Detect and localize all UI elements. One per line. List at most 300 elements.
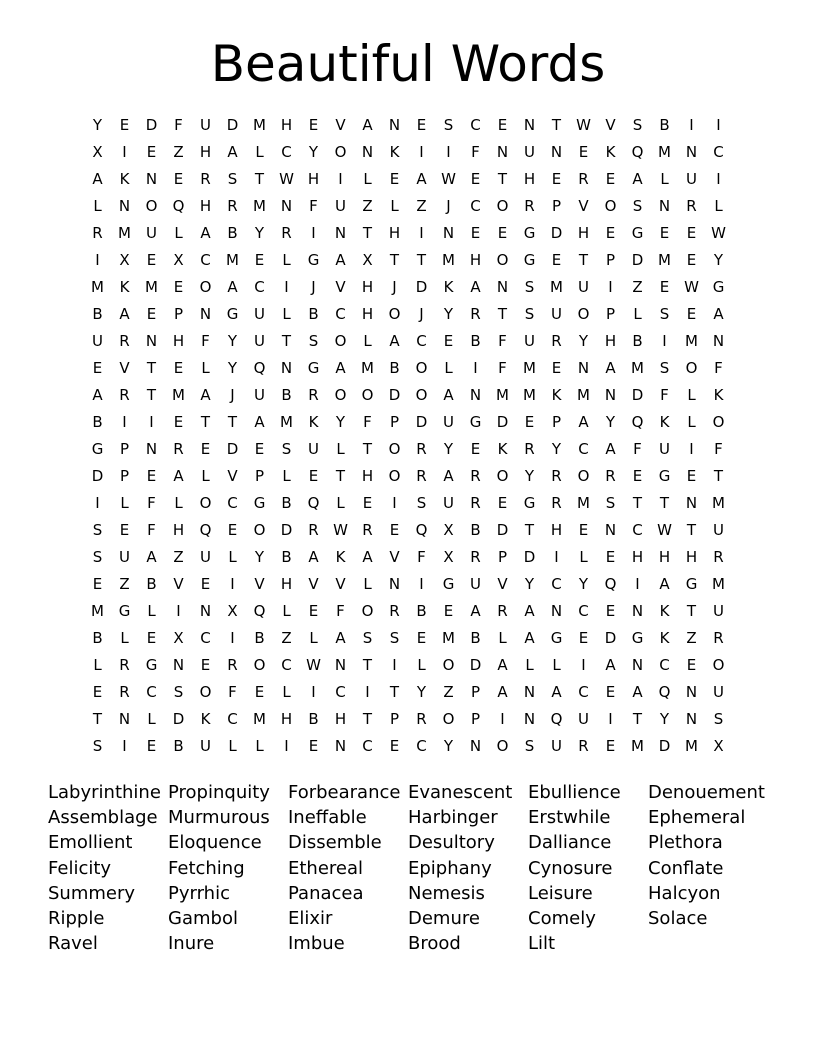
word-list-item: Desultory [408,832,495,854]
grid-letter: W [684,278,699,296]
grid-letter: A [470,602,481,620]
grid-letter: L [363,332,372,350]
grid-row [84,355,732,382]
grid-letter: N [523,710,536,728]
grid-letter: Y [578,332,589,350]
grid-letter: U [659,440,670,458]
grid-letter: E [362,494,373,512]
grid-letter: L [363,170,372,188]
grid-letter: G [307,359,320,377]
word-list-item: Ripple [48,908,105,929]
grid-letter: N [631,656,644,674]
grid-letter: I [473,359,478,377]
word-list-item: Erstwhile [528,807,611,829]
grid-letter: E [119,116,130,134]
grid-letter: C [416,332,427,350]
grid-letter: K [497,440,508,458]
grid-letter: P [551,413,562,431]
grid-letter: T [362,224,373,242]
grid-letter: K [659,602,670,620]
grid-letter: G [631,224,644,242]
grid-letter: F [633,440,642,458]
grid-letter: R [92,224,103,242]
grid-letter: I [122,737,127,755]
grid-letter: F [228,683,237,701]
grid-letter: R [470,305,481,323]
grid-letter: B [308,305,319,323]
grid-letter: T [389,251,400,269]
grid-letter: R [470,467,481,485]
grid-letter: A [254,413,265,431]
grid-letter: S [389,629,400,647]
grid-letter: K [200,710,211,728]
grid-letter: G [523,224,536,242]
grid-letter: H [685,548,698,566]
grid-letter: P [551,197,562,215]
grid-letter: W [657,521,672,539]
grid-row [84,274,732,301]
grid-letter: R [416,467,427,485]
grid-row [84,247,732,274]
grid-letter: F [201,332,210,350]
grid-letter: K [389,143,400,161]
grid-letter: L [336,440,345,458]
grid-letter: N [631,602,644,620]
grid-letter: X [713,737,724,755]
grid-letter: R [173,440,184,458]
grid-letter: E [119,521,130,539]
grid-letter: W [441,170,456,188]
grid-letter: D [226,440,239,458]
grid-letter: Q [658,683,671,701]
grid-letter: Q [604,575,617,593]
grid-letter: X [173,629,184,647]
grid-letter: I [689,440,694,458]
grid-letter: D [388,386,401,404]
grid-letter: T [146,386,157,404]
grid-letter: L [93,197,102,215]
grid-letter: N [604,386,617,404]
grid-letter: X [362,251,373,269]
grid-letter: O [361,602,374,620]
grid-letter: S [308,332,319,350]
grid-letter: B [146,575,157,593]
grid-letter: I [95,494,100,512]
grid-letter: T [524,521,535,539]
letter-grid [84,112,732,760]
grid-letter: A [659,575,670,593]
grid-letter: T [632,710,643,728]
grid-letter: S [281,440,292,458]
grid-letter: E [146,305,157,323]
word-list-item: Emollient [48,832,133,854]
grid-letter: M [145,278,158,296]
grid-letter: C [335,683,346,701]
grid-letter: F [471,143,480,161]
word-list-item: Demure [408,908,480,929]
word-list-item: Ineffable [288,807,367,829]
grid-letter: U [470,575,481,593]
grid-letter: Q [172,197,185,215]
grid-letter: N [550,602,563,620]
grid-letter: Y [254,224,265,242]
grid-letter: G [523,251,536,269]
grid-letter: R [605,467,616,485]
grid-letter: N [469,386,482,404]
grid-letter: E [146,467,157,485]
grid-letter: I [419,224,424,242]
grid-letter: F [498,359,507,377]
grid-letter: P [470,683,481,701]
grid-letter: C [578,602,589,620]
grid-letter: H [550,521,563,539]
grid-letter: A [632,683,643,701]
grid-letter: U [713,521,724,539]
grid-letter: M [550,278,563,296]
grid-letter: O [361,386,374,404]
grid-letter: C [659,656,670,674]
grid-letter: O [604,197,617,215]
grid-letter: B [389,359,400,377]
grid-letter: S [524,278,535,296]
word-list-item: Labyrinthine [48,782,161,803]
grid-letter: A [308,548,319,566]
grid-letter: U [146,224,157,242]
grid-letter: E [470,440,481,458]
grid-letter: K [335,548,346,566]
grid-letter: R [686,197,697,215]
grid-letter: M [172,386,185,404]
grid-letter: I [122,413,127,431]
grid-letter: G [118,602,131,620]
grid-row [84,463,732,490]
grid-letter: Q [199,521,212,539]
grid-letter: E [173,170,184,188]
grid-letter: E [146,737,157,755]
grid-letter: E [146,143,157,161]
grid-letter: E [686,251,697,269]
grid-letter: M [658,251,671,269]
grid-letter: R [578,170,589,188]
grid-letter: D [226,116,239,134]
grid-letter: C [578,683,589,701]
grid-letter: F [309,197,318,215]
grid-letter: N [604,521,617,539]
grid-letter: T [389,683,400,701]
grid-letter: F [174,116,183,134]
grid-letter: F [417,548,426,566]
grid-letter: L [147,710,156,728]
grid-letter: E [686,224,697,242]
word-list-item: Comely [528,908,596,929]
grid-letter: K [119,278,130,296]
grid-letter: R [470,494,481,512]
grid-letter: U [524,332,535,350]
grid-letter: A [227,143,238,161]
grid-letter: U [713,683,724,701]
grid-letter: U [119,548,130,566]
grid-letter: B [470,629,481,647]
grid-letter: A [524,629,535,647]
grid-letter: D [604,629,617,647]
grid-letter: S [92,548,103,566]
grid-letter: S [173,683,184,701]
grid-letter: M [91,278,104,296]
grid-letter: T [686,602,697,620]
grid-letter: G [253,494,266,512]
grid-letter: I [716,170,721,188]
word-list-item: Cynosure [528,857,613,879]
grid-letter: M [253,197,266,215]
grid-letter: L [255,143,264,161]
grid-letter: B [281,548,292,566]
grid-letter: E [443,602,454,620]
word-list-item: Assemblage [48,807,158,829]
grid-letter: U [200,737,211,755]
grid-letter: L [282,602,291,620]
grid-letter: J [419,305,424,323]
grid-letter: E [659,278,670,296]
grid-letter: N [334,224,347,242]
grid-letter: H [280,710,293,728]
grid-letter: A [632,170,643,188]
grid-letter: R [308,521,319,539]
grid-letter: A [443,386,454,404]
grid-letter: O [334,386,347,404]
grid-letter: H [388,224,401,242]
grid-letter: H [469,251,482,269]
grid-letter: Y [443,305,454,323]
grid-letter: C [335,305,346,323]
grid-letter: K [551,386,562,404]
grid-letter: E [416,116,427,134]
grid-letter: H [523,170,536,188]
grid-letter: T [362,440,373,458]
grid-letter: L [228,737,237,755]
grid-letter: P [254,467,265,485]
grid-letter: O [253,656,266,674]
grid-letter: I [122,143,127,161]
grid-letter: Y [578,575,589,593]
grid-letter: O [388,467,401,485]
grid-letter: G [712,278,725,296]
grid-letter: I [95,251,100,269]
grid-letter: Y [227,359,238,377]
grid-letter: R [281,224,292,242]
grid-letter: B [92,629,103,647]
grid-letter: G [91,440,104,458]
word-list-item: Dalliance [528,832,612,854]
grid-letter: U [200,116,211,134]
grid-letter: H [361,305,374,323]
grid-letter: C [713,143,724,161]
grid-letter: O [712,656,725,674]
word-list-item: Halcyon [648,882,721,904]
grid-letter: K [659,413,670,431]
grid-letter: J [311,278,316,296]
grid-letter: E [308,602,319,620]
grid-letter: N [388,116,401,134]
grid-letter: Y [335,413,346,431]
word-list-item: Fetching [168,857,245,879]
grid-letter: G [658,467,671,485]
grid-letter: E [605,602,616,620]
grid-letter: F [714,359,723,377]
grid-letter: H [658,548,671,566]
grid-letter: H [280,116,293,134]
grid-letter: R [551,494,562,512]
grid-row [84,112,732,139]
grid-letter: W [576,116,591,134]
grid-letter: C [416,737,427,755]
grid-letter: N [550,143,563,161]
grid-letter: I [554,548,559,566]
grid-letter: Z [281,629,292,647]
grid-letter: E [497,224,508,242]
grid-letter: E [605,170,616,188]
grid-letter: O [577,467,590,485]
grid-letter: I [284,278,289,296]
grid-letter: Y [551,440,562,458]
grid-letter: N [712,332,725,350]
grid-letter: T [497,305,508,323]
grid-letter: L [201,359,210,377]
grid-letter: E [551,251,562,269]
grid-letter: R [497,602,508,620]
grid-letter: A [416,170,427,188]
grid-letter: N [496,143,509,161]
grid-letter: A [335,359,346,377]
grid-letter: O [199,278,212,296]
grid-letter: A [200,224,211,242]
grid-letter: U [551,737,562,755]
grid-letter: U [254,332,265,350]
grid-letter: S [227,170,238,188]
grid-letter: H [280,575,293,593]
grid-letter: U [92,332,103,350]
grid-letter: M [631,737,644,755]
grid-letter: F [660,386,669,404]
grid-letter: B [281,386,292,404]
grid-letter: T [497,170,508,188]
grid-letter: L [390,197,399,215]
grid-letter: G [307,251,320,269]
grid-letter: M [712,494,725,512]
grid-letter: U [443,494,454,512]
grid-row [84,193,732,220]
grid-letter: R [524,197,535,215]
grid-letter: H [199,143,212,161]
grid-letter: E [308,467,319,485]
grid-letter: V [227,467,238,485]
grid-letter: X [227,602,238,620]
grid-letter: L [174,224,183,242]
grid-letter: U [686,170,697,188]
grid-letter: S [659,359,670,377]
grid-letter: Y [524,467,535,485]
word-list-item: Solace [648,908,708,929]
grid-letter: R [578,737,589,755]
grid-letter: N [577,359,590,377]
grid-letter: O [712,413,725,431]
grid-letter: P [389,413,400,431]
grid-letter: M [253,710,266,728]
grid-letter: R [119,656,130,674]
grid-letter: F [336,602,345,620]
grid-letter: N [145,332,158,350]
grid-letter: K [713,386,724,404]
grid-letter: O [388,440,401,458]
grid-letter: E [524,413,535,431]
grid-letter: E [173,278,184,296]
word-list-item: Felicity [48,857,112,879]
grid-letter: A [605,359,616,377]
grid-row [84,328,732,355]
grid-letter: E [605,548,616,566]
grid-letter: I [392,494,397,512]
grid-letter: V [335,278,346,296]
grid-letter: C [254,278,265,296]
grid-letter: C [281,656,292,674]
grid-letter: V [605,116,616,134]
grid-letter: N [523,116,536,134]
grid-row [84,679,732,706]
grid-letter: D [415,413,428,431]
grid-letter: Y [605,413,616,431]
grid-letter: E [200,656,211,674]
grid-row [84,166,732,193]
grid-letter: U [308,440,319,458]
word-list-item: Pyrrhic [168,882,230,904]
grid-letter: H [172,521,185,539]
grid-letter: N [145,170,158,188]
grid-letter: N [388,575,401,593]
grid-letter: P [173,305,184,323]
grid-letter: N [334,656,347,674]
grid-letter: A [713,305,724,323]
grid-letter: L [147,602,156,620]
grid-letter: C [281,143,292,161]
grid-letter: K [605,143,616,161]
grid-letter: I [230,629,235,647]
grid-letter: N [334,737,347,755]
grid-letter: O [496,467,509,485]
grid-letter: N [172,656,185,674]
grid-letter: M [496,386,509,404]
grid-letter: L [687,386,696,404]
grid-letter: W [306,656,321,674]
grid-letter: D [631,251,644,269]
grid-letter: V [308,575,319,593]
grid-letter: G [442,575,455,593]
grid-letter: M [280,413,293,431]
grid-letter: A [551,683,562,701]
word-list-item: Ephemeral [648,807,746,829]
grid-letter: L [498,629,507,647]
grid-letter: V [497,575,508,593]
grid-letter: T [254,170,265,188]
grid-letter: E [443,332,454,350]
grid-letter: R [308,386,319,404]
grid-letter: Y [443,440,454,458]
grid-letter: L [201,467,210,485]
grid-letter: R [551,332,562,350]
grid-letter: M [577,386,590,404]
grid-letter: Q [631,413,644,431]
grid-letter: Z [443,683,454,701]
grid-letter: G [631,629,644,647]
grid-letter: E [605,683,616,701]
